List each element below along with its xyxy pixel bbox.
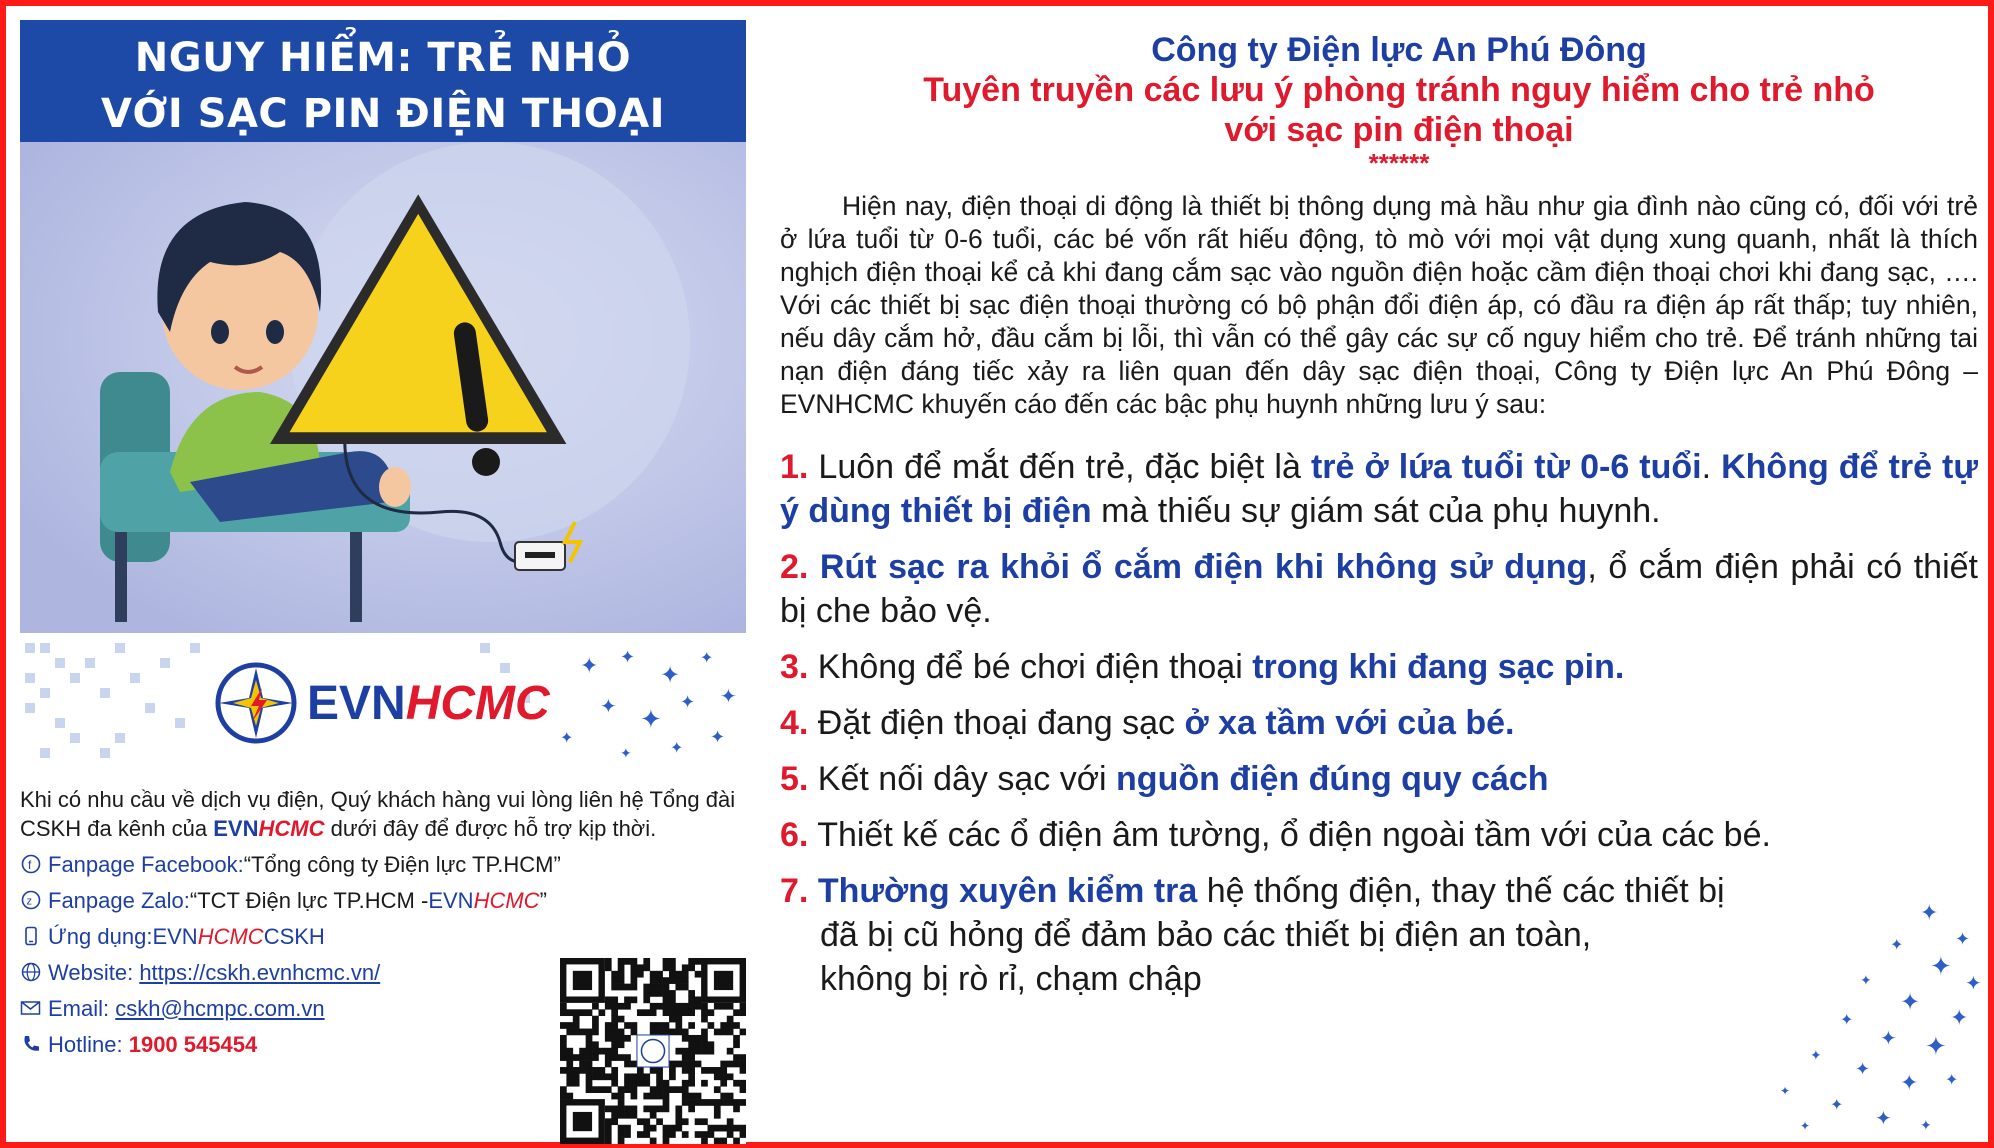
svg-text:✦: ✦ <box>1925 1032 1947 1062</box>
app-cskh: CSKH <box>263 923 325 949</box>
list-item: 3. Không để bé chơi điện thoại trong khi đang sạc pin. <box>780 648 1625 686</box>
contact-zalo <box>20 885 746 915</box>
svg-text:✦: ✦ <box>1780 1084 1791 1098</box>
svg-text:✦: ✦ <box>1860 973 1872 989</box>
facebook-icon <box>20 853 42 875</box>
zalo-value-end: ” <box>539 887 547 913</box>
email-label: Email: <box>48 995 110 1021</box>
svg-text:✦: ✦ <box>1945 1070 1959 1089</box>
logo-hcmc: HCMC <box>405 676 550 730</box>
email-icon <box>20 997 42 1019</box>
svg-text:✦: ✦ <box>620 745 632 761</box>
list-item: 2. Rút sạc ra khỏi ổ cắm điện khi không sử dụng, ổ cắm điện phải có thiết bị che bảo vệ. <box>780 548 1978 630</box>
zalo-evn: EVN <box>428 887 474 913</box>
subtitle-line1: Tuyên truyền các lưu ý phòng tránh nguy hiểm cho trẻ nhỏ <box>923 71 1875 109</box>
brand-band <box>20 633 746 767</box>
list-item: 6. Thiết kế các ổ điện âm tường, ổ điện ngoài tầm với của các bé. <box>780 816 1771 854</box>
svg-text:✦: ✦ <box>1800 1119 1811 1133</box>
svg-text:✦: ✦ <box>1965 971 1982 995</box>
zalo-value: “TCT Điện lực TP.HCM - <box>189 887 429 913</box>
hotline-icon <box>20 1033 42 1055</box>
intro-text-end: dưới đây để được hỗ trợ kịp thời. <box>324 816 657 841</box>
website-label: Website: <box>48 959 134 985</box>
list-item: 1. Luôn để mắt đến trẻ, đặc biệt là trẻ ở lứa tuổi từ 0-6 tuổi. Không để trẻ tự ý dùng thiết bị điện mà thiếu sự giám sát của phụ huynh. <box>780 448 1978 530</box>
svg-text:✦: ✦ <box>670 740 684 757</box>
qr-code[interactable] <box>560 958 746 1144</box>
svg-text:✦: ✦ <box>720 686 737 708</box>
left-column <box>20 20 746 1130</box>
poster-heading-line1: NGUY HIỂM: TRẺ NHỎ <box>134 35 632 81</box>
svg-text:f: f <box>28 858 32 872</box>
poster-heading <box>20 20 746 142</box>
svg-text:✦: ✦ <box>700 650 714 667</box>
contact-facebook <box>20 849 746 879</box>
zalo-label: Fanpage Zalo: <box>48 887 190 913</box>
intro-hcmc: HCMC <box>258 816 325 841</box>
poster-heading-line2: VỚI SẠC PIN ĐIỆN THOẠI <box>100 91 666 137</box>
svg-text:✦: ✦ <box>1920 1118 1932 1134</box>
facebook-label: Fanpage Facebook: <box>48 851 244 877</box>
svg-text:✦: ✦ <box>1955 929 1971 950</box>
list-item: 5. Kết nối dây sạc với nguồn điện đúng quy cách <box>780 760 1549 798</box>
svg-text:✦: ✦ <box>1900 1071 1919 1096</box>
svg-text:✦: ✦ <box>710 727 726 747</box>
contact-app <box>20 921 746 951</box>
logo-evn: EVN <box>307 676 406 730</box>
svg-text:z: z <box>26 895 32 908</box>
svg-text:✦: ✦ <box>1855 1059 1871 1080</box>
subtitle-line2: với sạc pin điện thoại <box>1224 111 1574 149</box>
right-column <box>780 30 1978 1001</box>
evn-logo-text <box>307 676 550 731</box>
svg-text:✦: ✦ <box>1890 935 1904 954</box>
svg-text:✦: ✦ <box>1840 1010 1854 1029</box>
svg-text:✦: ✦ <box>560 730 574 747</box>
svg-text:✦: ✦ <box>1880 1026 1897 1050</box>
svg-text:✦: ✦ <box>1900 988 1921 1016</box>
zalo-icon <box>20 889 42 911</box>
svg-text:✦: ✦ <box>580 653 599 678</box>
evn-logo-mark <box>215 662 297 744</box>
sparkle-decoration <box>1740 890 1990 1140</box>
app-label: Ứng dụng: <box>48 923 153 949</box>
svg-text:✦: ✦ <box>1920 901 1939 926</box>
app-evn: EVN <box>152 923 198 949</box>
app-hcmc: HCMC <box>197 923 264 949</box>
facebook-value: “Tổng công ty Điện lực TP.HCM” <box>243 851 561 877</box>
hotline-label: Hotline: <box>48 1031 123 1057</box>
svg-text:✦: ✦ <box>1810 1048 1822 1064</box>
contact-intro <box>20 785 740 843</box>
hotline-number[interactable]: 1900 545454 <box>128 1031 258 1057</box>
evn-logo <box>215 663 550 743</box>
list-item: 7. Thường xuyên kiểm tra hệ thống điện, thay thế các thiết bị đã bị cũ hỏng để đảm bảo các thiết bị điện an toàn, không bị rò rỉ, chạm chập <box>780 872 1725 998</box>
poster-image <box>20 20 746 633</box>
email-link[interactable]: cskh@hcmpc.com.vn <box>115 995 325 1021</box>
stars-divider: ****** <box>1368 148 1430 178</box>
zalo-hcmc: HCMC <box>473 887 540 913</box>
intro-paragraph: Hiện nay, điện thoại di động là thiết bị thông dụng mà hầu như gia đình nào cũng có, đối với trẻ ở lứa tuổi từ 0-6 tuổi, các bé vốn rất hiếu động, tò mò với mọi vật dụng xung quanh, nhất là thích nghịch điện thoại kể cả khi đang cắm sạc vào nguồn điện hoặc cầm điện thoại chơi khi đang sạc, …. Với các thiết bị sạc điện thoại thường có bộ phận đổi điện áp, có đầu ra điện áp rất thấp; tuy nhiên, nếu dây cắm hở, đầu cắm bị lỗi, thì vẫn có thể gây các sự cố nguy hiểm cho trẻ. Để tránh những tai nạn điện đáng tiếc xảy ra liên quan đến dây sạc điện thoại, Công ty Điện lực An Phú Đông – EVNHCMC khuyến cáo đến các bậc phụ huynh những lưu ý sau: <box>780 191 1978 419</box>
svg-text:✦: ✦ <box>680 692 696 712</box>
intro-text: Khi có nhu cầu về dịch vụ điện, Quý khách hàng vui lòng liên hệ Tổng đài CSKH đa kênh của <box>20 787 736 841</box>
svg-text:✦: ✦ <box>1830 1095 1844 1114</box>
company-title: Công ty Điện lực An Phú Đông <box>1151 31 1647 69</box>
child-with-phone-illustration <box>20 142 746 633</box>
svg-text:✦: ✦ <box>1930 952 1952 982</box>
list-item: 4. Đặt điện thoại đang sạc ở xa tầm với của bé. <box>780 704 1515 742</box>
svg-text:✦: ✦ <box>620 647 636 667</box>
svg-text:✦: ✦ <box>660 662 681 689</box>
globe-icon <box>20 961 42 983</box>
svg-text:✦: ✦ <box>1950 1006 1969 1031</box>
intro-evn: EVN <box>213 816 259 841</box>
svg-text:✦: ✦ <box>600 696 617 718</box>
website-link[interactable]: https://cskh.evnhcmc.vn/ <box>139 959 381 985</box>
phone-app-icon <box>20 925 42 947</box>
svg-text:✦: ✦ <box>640 704 662 734</box>
svg-text:✦: ✦ <box>1875 1106 1892 1130</box>
